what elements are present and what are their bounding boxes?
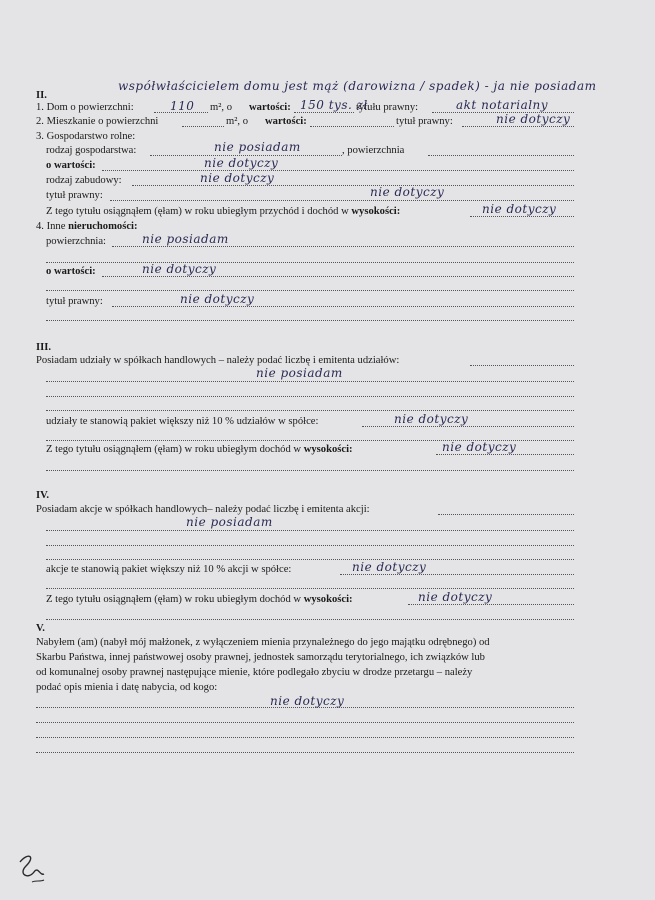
section-2-heading: II. — [36, 90, 47, 101]
shares-stake-label: udziały te stanowią pakiet większy niż 10 % udziałów w spółce: — [46, 416, 319, 427]
shares-question: Posiadam udziały w spółkach handlowych – należy podać liczbę i emitenta udziałów: — [36, 355, 400, 366]
acquisition-text-line-4: podać opis mienia i datę nabycia, od kogo: — [36, 682, 218, 693]
other-property-value: nie dotyczy — [142, 262, 217, 276]
house-area-label: 1. Dom o powierzchni: — [36, 102, 134, 113]
apartment-title: nie dotyczy — [496, 112, 571, 126]
other-property-label — [36, 221, 138, 233]
shares-income: nie dotyczy — [442, 440, 517, 454]
shares-income-label — [46, 444, 353, 456]
apartment-area-label: 2. Mieszkanie o powierzchni — [36, 116, 159, 127]
handwritten-note: współwłaścicielem domu jest mąż (darowizna / spadek) - ja nie posiadam — [118, 79, 597, 93]
house-value: 150 tys. zł — [300, 98, 368, 112]
stocks-income: nie dotyczy — [418, 590, 493, 604]
farm-area-label: , powierzchnia — [342, 145, 405, 156]
shares-income-label-text: Z tego tytułu osiągnąłem (ęłam) w roku ubiegłym dochód w — [46, 444, 302, 455]
stocks-income-label-bold: wysokości: — [303, 594, 353, 605]
apartment-value-label: wartości: — [265, 116, 307, 127]
shares-income-label-bold: wysokości: — [303, 444, 353, 455]
farm-building: nie dotyczy — [200, 171, 275, 185]
other-property-label-bold: nieruchomości: — [68, 221, 138, 232]
other-property-area-label: powierzchnia: — [46, 236, 107, 247]
acquisition-text-line-1: Nabyłem (am) (nabył mój małżonek, z wyłączeniem mienia przynależnego do jego majątku odrębnego) od — [36, 637, 490, 648]
farm-income-label-bold: wysokości: — [351, 206, 401, 217]
farm-label: 3. Gospodarstwo rolne: — [36, 131, 136, 142]
farm-type-label: rodzaj gospodarstwa: — [46, 145, 137, 156]
stocks-stake: nie dotyczy — [352, 560, 427, 574]
stocks-question: Posiadam akcje w spółkach handlowych– należy podać liczbę i emitenta akcji: — [36, 504, 370, 515]
house-value-label: wartości: — [249, 102, 291, 113]
acquisition-text-line-3: od komunalnej osoby prawnej następujące mienie, które podlegało zbyciu w drodze przetargu – należy — [36, 667, 473, 678]
apartment-title-label: tytuł prawny: — [396, 116, 453, 127]
farm-title-label: tytuł prawny: — [46, 190, 103, 201]
other-property-area: nie posiadam — [142, 232, 229, 246]
stocks-income-label — [46, 594, 353, 606]
stocks-income-label-text: Z tego tytułu osiągnąłem (ęłam) w roku ubiegłym dochód w — [46, 594, 302, 605]
house-area-value: 110 — [170, 99, 195, 113]
section-5-heading: V. — [36, 623, 45, 634]
farm-building-label: rodzaj zabudowy: — [46, 175, 122, 186]
farm-income-label — [46, 206, 400, 218]
other-property-value-label: o wartości: — [46, 266, 96, 277]
section-4-heading: IV. — [36, 490, 50, 501]
farm-value-label: o wartości: — [46, 160, 96, 171]
other-property-label-text: 4. Inne — [36, 221, 66, 232]
farm-income-label-text: Z tego tytułu osiągnąłem (ęłam) w roku ubiegłym przychód i dochód w — [46, 206, 349, 217]
shares-stake: nie dotyczy — [394, 412, 469, 426]
other-property-title: nie dotyczy — [180, 292, 255, 306]
section-3-heading: III. — [36, 342, 52, 353]
stocks-answer: nie posiadam — [186, 515, 273, 529]
farm-type: nie posiadam — [214, 140, 301, 154]
signature — [14, 850, 54, 895]
house-title: akt notarialny — [456, 98, 549, 112]
shares-answer: nie posiadam — [256, 366, 343, 380]
other-property-title-label: tytuł prawny: — [46, 296, 103, 307]
house-area-unit: m², o — [210, 102, 233, 113]
signature-mark — [14, 850, 54, 890]
acquisition-text-line-2: Skarbu Państwa, innej państwowej osoby prawnej, jednostek samorządu terytorialnego, ich związków lub — [36, 652, 485, 663]
acquisition-answer: nie dotyczy — [270, 694, 345, 708]
apartment-area-unit: m², o — [226, 116, 249, 127]
stocks-stake-label: akcje te stanowią pakiet większy niż 10 % akcji w spółce: — [46, 564, 292, 575]
farm-value: nie dotyczy — [204, 156, 279, 170]
farm-title: nie dotyczy — [370, 185, 445, 199]
house-title-label: tytułu prawny: — [356, 102, 419, 113]
farm-income: nie dotyczy — [482, 202, 557, 216]
